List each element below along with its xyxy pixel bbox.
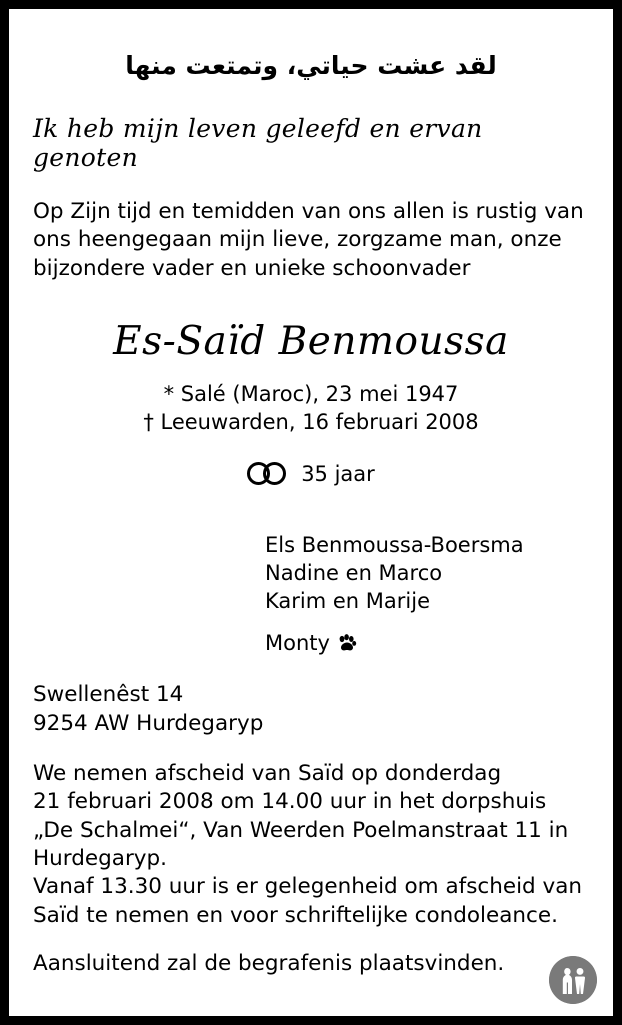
pet-name: Monty — [265, 631, 330, 656]
list-item: Karim en Marije — [265, 589, 430, 614]
death-line: † Leeuwarden, 16 februari 2008 — [143, 410, 479, 435]
address-block — [33, 681, 589, 738]
address-line: Swellenêst 14 — [33, 682, 184, 708]
intro-text: Op Zijn tijd en temidden van ons allen is rustig van ons heengegaan mijn lieve, zorgzame man, onze bijzondere vader en unieke schoonvader — [33, 199, 584, 281]
funeral-home-logo-icon — [549, 956, 597, 1004]
farewell-line: We nemen afscheid van Saïd op donderdag — [33, 760, 502, 786]
notice-inner — [9, 9, 613, 1016]
farewell-line: Vanaf 13.30 uur is er gelegenheid om afscheid van — [33, 874, 583, 900]
arabic-quote: لقد عشت حياتي، وتمتعت منها — [125, 51, 497, 80]
paw-print-icon — [337, 633, 357, 653]
dutch-motto: Ik heb mijn leven geleefd en ervan genoten — [33, 114, 483, 172]
farewell-line: „De Schalmei“, Van Weerden Poelmanstraat 11 in — [33, 817, 569, 843]
birth-line: * Salé (Maroc), 23 mei 1947 — [163, 382, 459, 407]
farewell-line: 21 februari 2008 om 14.00 uur in het dorpshuis — [33, 789, 547, 815]
life-dates — [33, 380, 589, 437]
farewell-line: Saïd te nemen en voor schriftelijke condoleance. — [33, 902, 558, 928]
family-list — [265, 531, 589, 615]
list-item: Els Benmoussa-Boersma — [265, 532, 524, 557]
marriage-years: 35 jaar — [301, 461, 375, 486]
farewell-block — [33, 760, 589, 930]
list-item: Nadine en Marco — [265, 560, 443, 585]
address-line: 9254 AW Hurdegaryp — [33, 710, 264, 736]
wedding-rings-icon — [247, 461, 291, 487]
farewell-line: Hurdegaryp. — [33, 846, 167, 872]
marriage-row — [33, 461, 589, 487]
pet-row — [265, 631, 589, 655]
deceased-name: Es-Saïd Benmoussa — [113, 319, 509, 365]
closing-text: Aansluitend zal de begrafenis plaatsvinden. — [33, 951, 505, 977]
